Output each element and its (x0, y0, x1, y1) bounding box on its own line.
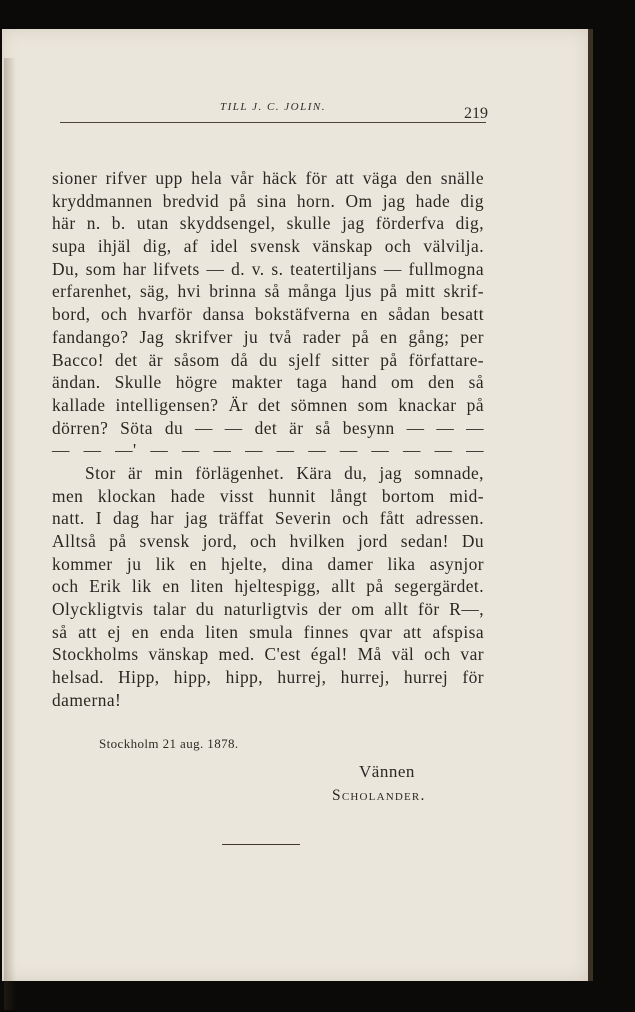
text-line: så att ej en enda liten smula finnes qvar att afspisa (52, 621, 484, 642)
text-line: Olyckligtvis talar du naturligtvis der om allt för R—, (52, 599, 484, 620)
text-line: och Erik lik en liten hjeltespigg, allt på segergärdet. (52, 576, 484, 597)
text-line: fandango? Jag skrifver ju två rader på en gång; per (52, 326, 484, 347)
book-page (2, 29, 588, 981)
page-number: 219 (464, 105, 488, 122)
text-line: Alltså på svensk jord, och hvilken jord sedan! Du (52, 531, 484, 551)
text-line: ändan. Skulle högre makter taga hand om den så (52, 372, 484, 393)
background-right (593, 29, 635, 981)
text-line: sioner rifver upp hela vår häck för att väga den snälle (52, 168, 484, 188)
text-line: Du, som har lifvets — d. v. s. teatertiljans — fullmogna (52, 258, 484, 279)
text-line: helsad. Hipp, hipp, hipp, hurrej, hurrej, hurrej för (52, 667, 484, 688)
paragraph-2 (52, 462, 484, 712)
text-line: bord, och hvarför dansa bokstäfverna en sådan besatt (52, 304, 484, 325)
text-line: men klockan hade visst hunnit långt bortom mid- (52, 485, 484, 506)
gutter-shadow (4, 58, 16, 1010)
text-line: — — —' — — — — — — — — — — — (52, 440, 484, 461)
end-rule (222, 844, 300, 845)
letter-body (52, 167, 484, 712)
paragraph-1 (52, 167, 484, 462)
header-rule (60, 122, 486, 123)
text-line: kryddmannen bredvid på sina horn. Om jag hade dig (52, 190, 484, 211)
text-line: kallade intelligensen? Är det sömnen som knackar på (52, 394, 484, 415)
dateline: Stockholm 21 aug. 1878. (99, 736, 239, 751)
text-line: damerna! (52, 689, 122, 710)
page-header (2, 99, 588, 123)
signature: Scholander. (332, 787, 426, 804)
running-title: TILL J. C. JOLIN. (220, 101, 326, 113)
text-line: kommer ju lik en hjelte, dina damer lika asynjor (52, 553, 484, 574)
text-line: här n. b. utan skyddsengel, skulle jag förderfva dig, (52, 213, 484, 234)
text-line: erfarenhet, säg, hvi brinna så många ljus på mitt skrif- (52, 281, 484, 302)
text-line: natt. I dag har jag träffat Severin och fått adressen. (52, 508, 484, 529)
text-line: Bacco! det är såsom då du sjelf sitter på författare- (52, 349, 484, 370)
text-line: Stockholms vänskap med. C'est égal! Må väl och var (52, 644, 484, 665)
closing-greeting: Vännen (359, 762, 415, 781)
text-line: Stor är min förlägenhet. Kära du, jag somnade, (85, 462, 484, 483)
text-line: supa ihjäl dig, af idel svensk vänskap och välvilja. (52, 236, 484, 257)
text-line: dörren? Söta du — — det är så besynn — — — (52, 417, 484, 438)
